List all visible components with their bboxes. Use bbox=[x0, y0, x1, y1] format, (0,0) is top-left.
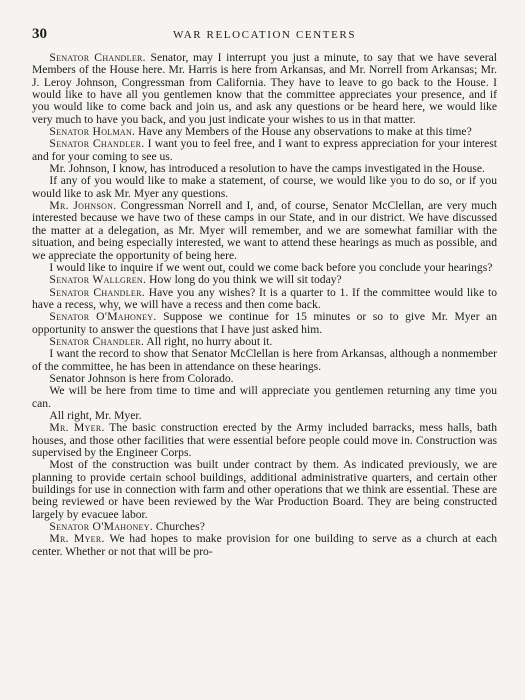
paragraph-text: I would like to inquire if we went out, could we come back before you conclude your hearings? bbox=[49, 260, 493, 274]
speaker-name: Senator Chandler. bbox=[49, 137, 145, 151]
speaker-name: Senator Chandler. bbox=[49, 285, 145, 299]
page-number: 30 bbox=[32, 26, 47, 42]
transcript-paragraph bbox=[32, 175, 497, 200]
paragraph-text: Have any Members of the House any observations to make at this time? bbox=[138, 125, 472, 139]
paragraph-text: Senator, may I interrupt you just a minute, to say that we have several Members of the House here. Mr. Harris is here from Arkansas, and Mr. Norrell from Arkansas; Mr. J. Leroy Johnson, Congressman from California. They have to leave to go back to the House. I would like to have all you gentlemen know that the committee appreciates your presence, and if you would like to come back and join us, and ask any questions or be heard here, we would like very much to have you back, and you just indicate your wishes to us in that matter. bbox=[32, 51, 497, 126]
transcript-paragraph bbox=[32, 422, 497, 459]
speaker-name: Senator O'Mahoney. bbox=[49, 310, 157, 324]
speaker-name: Senator Chandler. bbox=[49, 334, 145, 348]
running-head: WAR RELOCATION CENTERS bbox=[172, 29, 357, 41]
paragraph-text: How long do you think we will sit today? bbox=[149, 273, 342, 287]
speaker-name: Senator Chandler. bbox=[49, 51, 146, 64]
paragraph-text: If any of you would like to make a statement, of course, we would like you to do so, or if you would like to ask Mr. Myer any questions. bbox=[32, 174, 497, 200]
speaker-name: Mr. Myer. bbox=[49, 532, 105, 546]
transcript-paragraph bbox=[32, 52, 497, 126]
speaker-name: Senator Holman. bbox=[49, 125, 136, 139]
transcript-paragraph bbox=[32, 348, 497, 373]
paragraph-text: I want you to feel free, and I want to express appreciation for your interest and for your coming to see us. bbox=[32, 137, 497, 163]
speaker-name: Mr. Johnson. bbox=[49, 199, 117, 213]
paragraph-text: Suppose we continue for 15 minutes or so to give Mr. Myer an opportunity to answer the questions that I have just asked him. bbox=[32, 310, 497, 336]
transcript-paragraph bbox=[32, 311, 497, 336]
transcript-paragraph bbox=[32, 385, 497, 410]
speaker-name: Mr. Myer. bbox=[49, 421, 105, 435]
paragraph-text: Senator Johnson is here from Colorado. bbox=[49, 371, 234, 385]
paragraph-text: Churches? bbox=[155, 520, 205, 534]
transcript-body bbox=[32, 52, 497, 558]
paragraph-text: Mr. Johnson, I know, has introduced a resolution to have the camps investigated in the House. bbox=[49, 162, 485, 176]
speaker-name: Senator O'Mahoney. bbox=[49, 520, 153, 534]
paragraph-text: We will be here from time to time and will appreciate you gentlemen returning any time you can. bbox=[32, 384, 497, 410]
transcript-paragraph bbox=[32, 287, 497, 312]
paragraph-text: The basic construction erected by the Army included barracks, mess halls, bath houses, and those other facilities that were essential before people could move in. Construction was supervised by the Engineer Corps. bbox=[32, 421, 497, 459]
paragraph-text: We had hopes to make provision for one building to serve as a church at each center. Whether or not that will be pro- bbox=[32, 532, 497, 558]
transcript-paragraph bbox=[32, 200, 497, 262]
transcript-paragraph bbox=[32, 138, 497, 163]
paragraph-text: Most of the construction was built under contract by them. As indicated previously, we are planning to provide certain school buildings, additional administrative quarters, and certain other buildings for use in connection with farm and other operations that we think are essential. These are being reviewed or have been reviewed by the War Production Board. They are being constructed largely by evacuee labor. bbox=[32, 458, 497, 521]
paragraph-text: All right, Mr. Myer. bbox=[49, 408, 142, 422]
transcript-paragraph bbox=[32, 459, 497, 521]
transcript-paragraph bbox=[32, 533, 497, 558]
page-header bbox=[32, 26, 497, 48]
speaker-name: Senator Wallgren. bbox=[49, 273, 147, 287]
paragraph-text: Congressman Norrell and I, and, of course, Senator McClellan, are very much interested because we have two of these camps in our State, and in our district. We have discussed the matter at a delegation, as Mr. Myer will remember, and we are somewhat familiar with the situation, and being especially interested, we want to attend these hearings as much as possible, and we appreciate the opportunity of being here. bbox=[32, 199, 497, 262]
paragraph-text: Have you any wishes? It is a quarter to 1. If the committee would like to have a recess, why, we will have a recess and then come back. bbox=[32, 285, 497, 311]
paragraph-text: I want the record to show that Senator McClellan is here from Arkansas, although a nonmember of the committee, he has been in attendance on these hearings. bbox=[32, 347, 497, 373]
paragraph-text: All right, no hurry about it. bbox=[146, 334, 273, 348]
